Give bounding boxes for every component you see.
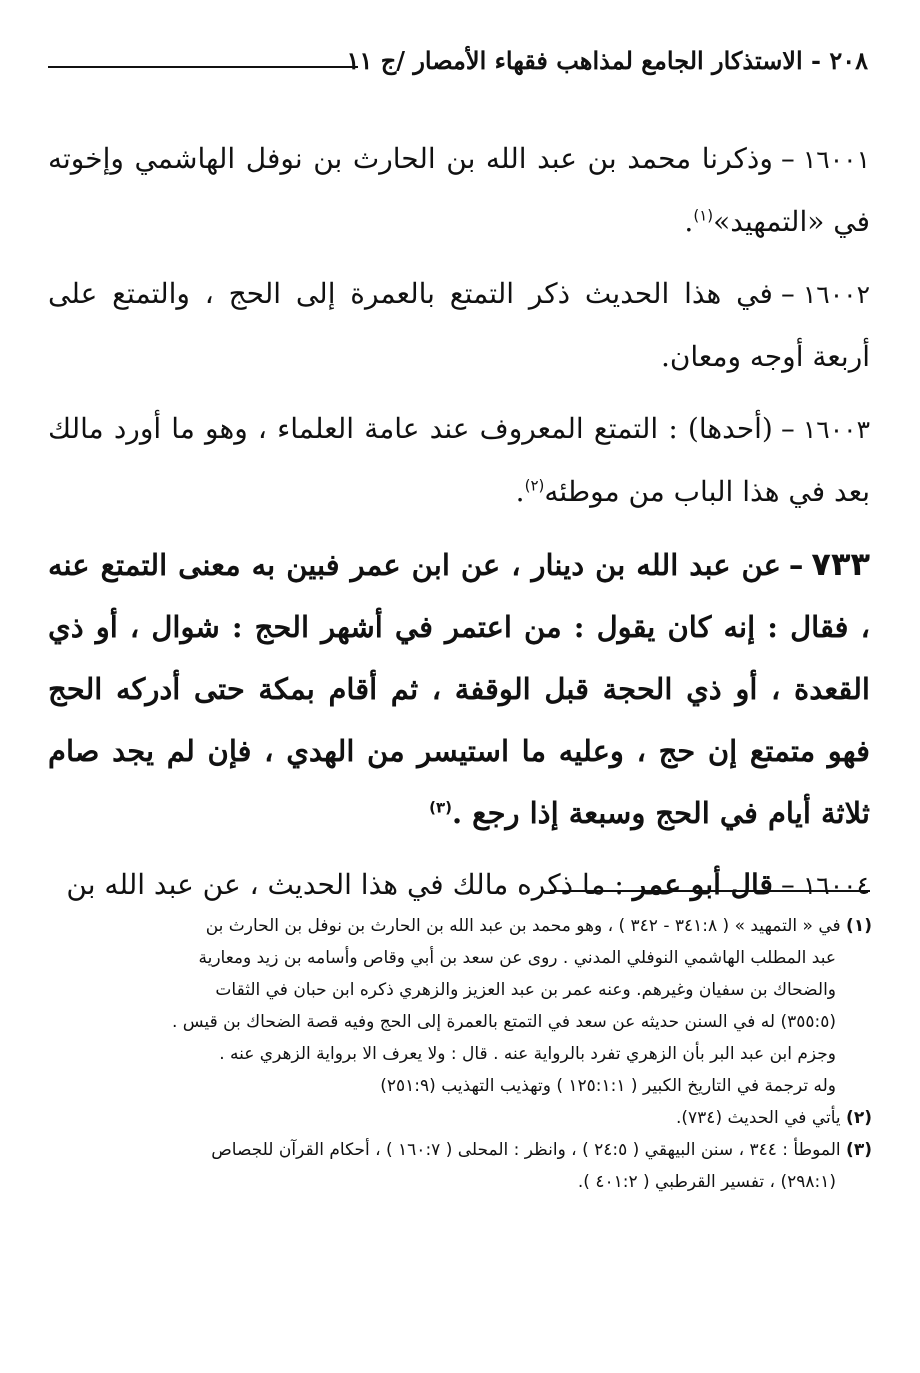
footnote-line: والضحاك بن سفيان وغيرهم. وعنه عمر بن عبد العزيز والزهري ذكره ابن حبان في الثقات [215, 980, 836, 1000]
dash-separator: – [780, 277, 795, 310]
footnote-2 [46, 1102, 872, 1134]
dash-separator: – [788, 548, 804, 582]
paragraph-number: ١٦٠٠٣ [802, 415, 870, 444]
paragraph-tail: . [515, 475, 525, 508]
hadith-number: ٧٣٣ [811, 545, 870, 583]
main-text [48, 128, 870, 927]
running-head [48, 46, 868, 86]
footnote-line: وجزم ابن عبد البر بأن الزهري تفرد بالرواية عنه . قال : ولا يعرف الا برواية الزهري عنه . [219, 1044, 836, 1064]
footnote-reference[interactable]: (٢) [524, 476, 545, 495]
dash-separator: – [780, 142, 795, 175]
footnote-1 [46, 910, 872, 1102]
footnote-line: الموطأ : ٣٤٤ ، سنن البيهقي ( ٢٤:٥ ) ، وانظر : المحلى ( ١٦٠:٧ ) ، أحكام القرآن للجصاص [211, 1140, 841, 1160]
footnote-line: يأتي في الحديث (٧٣٤). [676, 1108, 841, 1128]
hadith-text: عن عبد الله بن دينار ، عن ابن عمر فبين به معنى التمتع عنه ، فقال : إنه كان يقول : من اعتمر في أشهر الحج : شوال ، أو ذي القعدة ، أو ذي الحجة قبل الوقفة ، ثم أقام بمكة حتى أدركه الحج فهو متمتع إن حج ، وعليه ما استيسر من الهدي ، فإن لم يجد صام ثلاثة أيام في الحج وسبعة إذا رجع . [48, 548, 870, 830]
hadith-733 [48, 533, 870, 844]
footnote-mark: (١) [846, 916, 872, 936]
footnotes [46, 910, 872, 1198]
speaker-lead: قال أبو عمر [632, 868, 773, 901]
paragraph-number: ١٦٠٠١ [802, 145, 870, 174]
running-head-rule [48, 66, 358, 68]
running-head-title: ٢٠٨ - الاستذكار الجامع لمذاهب فقهاء الأمصار /ج ١١ [346, 46, 868, 75]
paragraph-16003 [48, 398, 870, 523]
paragraph-16001 [48, 128, 870, 253]
paragraph-tail: . [684, 205, 694, 238]
paragraph-text: في هذا الحديث ذكر التمتع بالعمرة إلى الحج ، والتمتع على أربعة أوجه ومعان. [48, 277, 870, 373]
footnote-line: عبد المطلب الهاشمي النوفلي المدني . روى عن سعد بن أبي وقاص وأسامه بن زيد ومعارية [198, 948, 836, 968]
dash-separator: – [780, 412, 795, 445]
footnote-rule [550, 890, 870, 892]
dash-separator: – [780, 868, 795, 901]
paragraph-16002 [48, 263, 870, 388]
paragraph-text: : ما ذكره مالك في هذا الحديث ، عن عبد الله بن [66, 868, 624, 901]
paragraph-text: وذكرنا محمد بن عبد الله بن الحارث بن نوفل الهاشمي وإخوته في «التمهيد» [48, 142, 870, 238]
paragraph-number: ١٦٠٠٤ [802, 871, 870, 900]
footnote-mark: (٣) [846, 1140, 872, 1160]
paragraph-text: (أحدها) : التمتع المعروف عند عامة العلماء ، وهو ما أورد مالك بعد في هذا الباب من موطئه [48, 412, 870, 508]
paragraph-number: ١٦٠٠٢ [802, 280, 870, 309]
footnote-line: (٢٩٨:١) ، تفسير القرطبي ( ٤٠١:٢ ). [577, 1172, 836, 1192]
footnote-line: (٣٥٥:٥) له في السنن حديثه عن سعد في التمتع بالعمرة إلى الحج وفيه قصة الضحاك بن قيس . [171, 1012, 836, 1032]
footnote-mark: (٢) [846, 1108, 872, 1128]
footnote-reference[interactable]: (٣) [429, 798, 452, 817]
footnote-line: وله ترجمة في التاريخ الكبير ( ١٢٥:١:١ ) وتهذيب التهذيب (٢٥١:٩) [380, 1076, 836, 1096]
paragraph-16004 [48, 854, 870, 917]
footnote-line: في « التمهيد » ( ٣٤١:٨ - ٣٤٢ ) ، وهو محمد بن عبد الله بن الحارث بن نوفل بن الحارث بن [205, 916, 841, 936]
footnote-reference[interactable]: (١) [693, 206, 714, 225]
footnote-3 [46, 1134, 872, 1198]
